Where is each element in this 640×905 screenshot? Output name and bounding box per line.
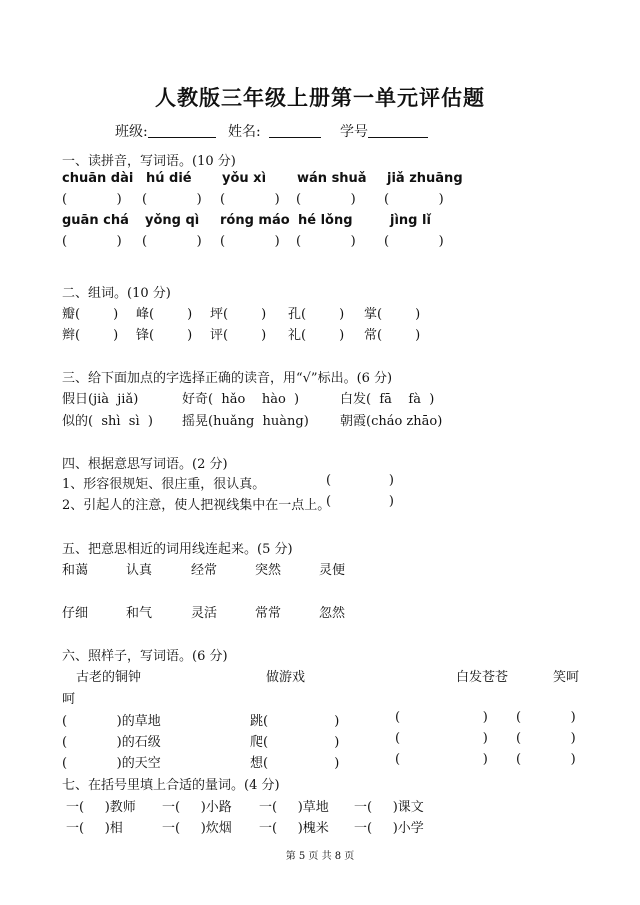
fill-phrase[interactable]: 跳( ) (250, 714, 340, 729)
match-word[interactable]: 灵活 (191, 606, 218, 621)
pinyin: yǒu xì (222, 171, 267, 186)
fill-phrase[interactable]: ( ) (516, 752, 576, 767)
example-phrase: 做游戏 (266, 670, 306, 685)
answer-blank[interactable]: ( ) (326, 473, 394, 488)
answer-blank[interactable]: ( ) (326, 494, 394, 509)
word-item[interactable]: 坪( ) (210, 307, 267, 322)
example-phrase-wrap: 呵 (62, 692, 76, 707)
measure-word-item[interactable]: 一( )炊烟 (162, 821, 232, 836)
reading-choice[interactable]: 好奇( hǎo hào ) (182, 392, 300, 407)
name-field (228, 121, 321, 141)
definition-item: 2、引起人的注意，使人把视线集中在一点上。 (62, 498, 331, 513)
match-word[interactable]: 常常 (255, 606, 282, 621)
answer-blank[interactable]: ( ) (142, 192, 202, 207)
example-phrase: 笑呵 (553, 670, 580, 685)
match-word[interactable]: 仔细 (62, 606, 89, 621)
word-item[interactable]: 常( ) (364, 328, 421, 343)
word-item[interactable]: 锋( ) (136, 328, 193, 343)
match-word[interactable]: 忽然 (319, 606, 346, 621)
section-1-heading: 一、读拼音，写词语。(10 分) (62, 154, 236, 169)
fill-phrase[interactable]: ( )的草地 (62, 714, 161, 729)
fill-phrase[interactable]: ( )的石级 (62, 735, 161, 750)
name-label: 姓名: (228, 124, 261, 140)
pinyin: jiǎ zhuāng (387, 171, 463, 186)
match-word[interactable]: 突然 (255, 563, 282, 578)
definition-item: 1、形容很规矩、很庄重，很认真。 (62, 477, 266, 492)
pinyin: guān chá (62, 213, 129, 228)
word-item[interactable]: 掌( ) (364, 307, 421, 322)
measure-word-item[interactable]: 一( )槐米 (259, 821, 329, 836)
section-5-heading: 五、把意思相近的词用线连起来。(5 分) (62, 542, 293, 557)
student-id-label: 学号 (340, 124, 368, 140)
pinyin: hé lǒng (298, 213, 353, 228)
section-3-heading: 三、给下面加点的字选择正确的读音，用“√”标出。(6 分) (62, 371, 393, 386)
pinyin: róng máo (220, 213, 290, 228)
pinyin: hú dié (146, 171, 192, 186)
answer-blank[interactable]: ( ) (296, 192, 356, 207)
word-item[interactable]: 礼( ) (288, 328, 345, 343)
measure-word-item[interactable]: 一( )课文 (354, 800, 424, 815)
fill-phrase[interactable]: ( ) (516, 731, 576, 746)
pinyin: wán shuǎ (297, 171, 367, 186)
answer-blank[interactable]: ( ) (220, 234, 280, 249)
pinyin: yǒng qì (145, 213, 200, 228)
reading-choice[interactable]: 似的( shì sì ) (62, 414, 153, 429)
reading-choice[interactable]: 朝霞(cháo zhāo) (340, 414, 443, 429)
answer-blank[interactable]: ( ) (384, 192, 444, 207)
match-word[interactable]: 和气 (126, 606, 153, 621)
section-6-heading: 六、照样子，写词语。(6 分) (62, 649, 228, 664)
measure-word-item[interactable]: 一( )小路 (162, 800, 232, 815)
fill-phrase[interactable]: 想( ) (250, 756, 340, 771)
word-item[interactable]: 评( ) (210, 328, 267, 343)
student-id-field (340, 121, 428, 141)
student-id-underline (368, 123, 428, 138)
reading-choice[interactable]: 摇晃(huǎng huàng) (182, 414, 309, 429)
match-word[interactable]: 经常 (191, 563, 218, 578)
section-4-heading: 四、根据意思写词语。(2 分) (62, 457, 228, 472)
example-phrase: 白发苍苍 (456, 670, 509, 685)
pinyin: chuān dài (62, 171, 134, 186)
word-item[interactable]: 辫( ) (62, 328, 119, 343)
class-underline (148, 123, 216, 138)
answer-blank[interactable]: ( ) (384, 234, 444, 249)
pinyin: jìng lǐ (390, 213, 431, 228)
fill-phrase[interactable]: ( ) (395, 710, 488, 725)
match-word[interactable]: 灵便 (319, 563, 346, 578)
measure-word-item[interactable]: 一( )草地 (259, 800, 329, 815)
fill-phrase[interactable]: 爬( ) (250, 735, 340, 750)
class-label: 班级: (115, 124, 148, 140)
page-title: 人教版三年级上册第一单元评估题 (155, 85, 485, 110)
example-phrase: 古老的铜钟 (76, 670, 142, 685)
class-field (115, 121, 216, 141)
reading-choice[interactable]: 白发( fā fà ) (340, 392, 435, 407)
answer-blank[interactable]: ( ) (62, 234, 122, 249)
word-item[interactable]: 孔( ) (288, 307, 345, 322)
match-word[interactable]: 认真 (126, 563, 153, 578)
measure-word-item[interactable]: 一( )小学 (354, 821, 424, 836)
word-item[interactable]: 峰( ) (136, 307, 193, 322)
section-2-heading: 二、组词。(10 分) (62, 286, 171, 301)
answer-blank[interactable]: ( ) (296, 234, 356, 249)
section-7-heading: 七、在括号里填上合适的量词。(4 分) (62, 778, 280, 793)
match-word[interactable]: 和蔼 (62, 563, 89, 578)
reading-choice[interactable]: 假日(jià jiǎ) (62, 392, 139, 407)
page-footer: 第 5 页 共 8 页 (285, 851, 355, 862)
measure-word-item[interactable]: 一( )教师 (66, 800, 136, 815)
answer-blank[interactable]: ( ) (62, 192, 122, 207)
measure-word-item[interactable]: 一( )相 (66, 821, 123, 836)
answer-blank[interactable]: ( ) (220, 192, 280, 207)
answer-blank[interactable]: ( ) (142, 234, 202, 249)
fill-phrase[interactable]: ( ) (395, 731, 488, 746)
fill-phrase[interactable]: ( ) (395, 752, 488, 767)
name-underline (269, 123, 321, 138)
word-item[interactable]: 瓣( ) (62, 307, 119, 322)
fill-phrase[interactable]: ( ) (516, 710, 576, 725)
fill-phrase[interactable]: ( )的天空 (62, 756, 161, 771)
